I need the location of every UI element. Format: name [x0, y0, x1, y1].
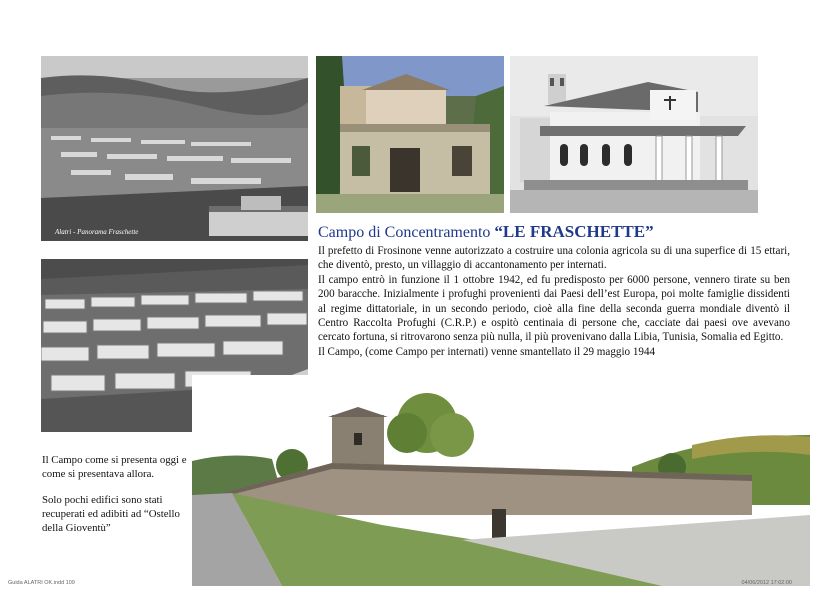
- article-paragraph: Il prefetto di Frosinone venne autorizzato a costruire una colonia agricola su di una superfice di 15 ettari, che diventò, presto, un villaggio di accantonamento per internati.: [318, 245, 790, 272]
- article-title: [318, 222, 778, 243]
- article-title-name: “LE FRASCHETTE”: [494, 222, 654, 241]
- side-caption: [42, 453, 190, 547]
- article-paragraph: Il Campo, (come Campo per internati) venne smantellato il 29 maggio 1944: [318, 345, 656, 358]
- side-caption-line: Solo pochi edifici sono stati recuperati ed adibiti ad “Ostello della Gioventù”: [42, 494, 180, 534]
- article-body: [318, 244, 790, 359]
- photo-camp-wall-today: [192, 375, 810, 586]
- article-title-prefix: Campo di Concentramento: [318, 224, 495, 241]
- footer-date-slug: 04/06/2012 17:02:00: [741, 580, 792, 586]
- photo-church: [510, 56, 758, 213]
- photo-panorama: [41, 56, 308, 241]
- side-caption-line: Il Campo come si presenta oggi e come si presentava allora.: [42, 454, 187, 480]
- footer-file-slug: Guida ALATRI OK.indd 109: [8, 580, 75, 586]
- article-paragraph: Il campo entrò in funzione il 1 ottobre 1942, ed fu predisposto per 6000 persone, vennero tirate su ben 200 baracche. Inizialmente i profughi provenienti dai Paesi dell’est Europa, poi molte famiglie dissidenti al regime dittatoriale, in un secondo periodo, cioè alla fine della seconda guerra mondiale diventò il Centro Raccolta Profughi (C.R.P.) e ospitò centinaia di persone che, cacciate dai paesi ove avevano cercato fortuna, si ritrovarono senza più nulla, il più provenivano dalla Libia, Tunisia, Somalia ed Egitto.: [318, 273, 790, 344]
- panorama-caption: Alatri - Panorama Fraschette: [55, 228, 139, 236]
- photo-ruined-building: [316, 56, 504, 213]
